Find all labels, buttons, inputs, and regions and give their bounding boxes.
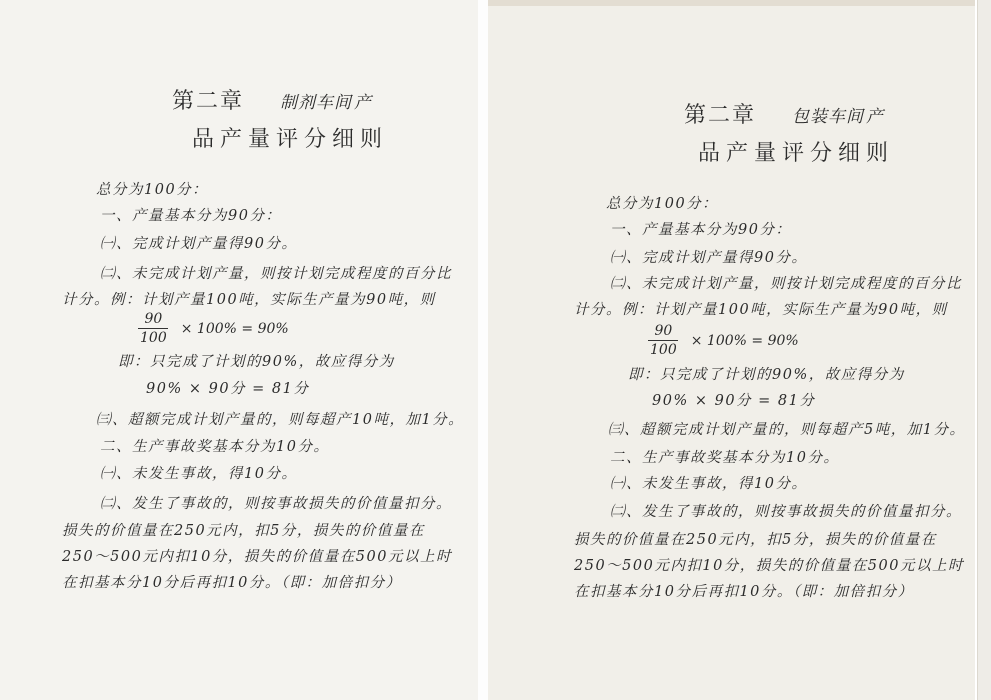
- fraction-denominator: 100: [650, 342, 677, 358]
- section-1b-calculation: 90% × 90分 = 81分: [146, 381, 310, 397]
- chapter-heading: [684, 98, 884, 129]
- fraction-result: × 100% = 90%: [180, 320, 289, 337]
- fraction-formula: [134, 310, 289, 347]
- title-tail: 产: [354, 93, 373, 113]
- title-tail: 产: [866, 107, 885, 127]
- section-2b: ㈡、发生了事故的，则按事故损失的价值量扣分。: [100, 496, 452, 512]
- section-1-heading: 一、产量基本分为90分：: [610, 222, 792, 238]
- fraction-numerator: 90: [648, 322, 678, 341]
- fraction-formula: [644, 322, 799, 359]
- section-1b-note: 即：只完成了计划的90%，故应得分为: [118, 354, 395, 370]
- section-1c: ㈢、超额完成计划产量的，则每超产10吨，加1分。: [96, 412, 465, 428]
- section-2b-line-3: 250～500元内扣10分，损失的价值量在500元以上时: [574, 558, 964, 574]
- chapter-heading: [172, 84, 372, 115]
- section-1b: ㈡、未完成计划产量，则按计划完成程度的百分比: [100, 266, 452, 282]
- section-1c: ㈢、超额完成计划产量的，则每超产5吨，加1分。: [608, 422, 966, 438]
- section-1b: ㈡、未完成计划产量，则按计划完成程度的百分比: [610, 276, 962, 292]
- fraction-result: × 100% = 90%: [690, 332, 799, 349]
- section-2b: ㈡、发生了事故的，则按事故损失的价值量扣分。: [610, 504, 962, 520]
- section-2a: ㈠、未发生事故，得10分。: [610, 476, 808, 492]
- section-1b-note: 即：只完成了计划的90%，故应得分为: [628, 367, 905, 383]
- section-1b-calculation: 90% × 90分 = 81分: [652, 393, 816, 409]
- section-2a: ㈠、未发生事故，得10分。: [100, 466, 298, 482]
- chapter-number: 第二章: [172, 89, 245, 114]
- fraction-numerator: 90: [138, 310, 168, 329]
- section-2-heading: 二、生产事故奖基本分为10分。: [100, 439, 330, 455]
- total-score-line: 总分为100分：: [606, 196, 719, 212]
- section-1a: ㈠、完成计划产量得90分。: [610, 250, 808, 266]
- left-document-page: [0, 0, 478, 700]
- section-2b-line-2: 损失的价值量在250元内，扣5分，损失的价值量在: [62, 523, 425, 539]
- page-gap: [478, 0, 488, 700]
- section-1b-continued: 计分。例：计划产量100吨，实际生产量为90吨，则: [62, 292, 436, 308]
- right-document-page: [488, 0, 975, 700]
- total-score-line: 总分为100分：: [96, 182, 209, 198]
- chapter-number: 第二章: [684, 103, 757, 128]
- workshop-name: 包装车间: [792, 107, 865, 127]
- workshop-name: 制剂车间: [280, 93, 353, 113]
- section-2b-line-2: 损失的价值量在250元内，扣5分，损失的价值量在: [574, 532, 937, 548]
- section-1-heading: 一、产量基本分为90分：: [100, 208, 282, 224]
- section-2b-line-4: 在扣基本分10分后再扣10分。（即：加倍扣分）: [62, 575, 402, 591]
- section-2b-line-4: 在扣基本分10分后再扣10分。（即：加倍扣分）: [574, 584, 914, 600]
- section-2-heading: 二、生产事故奖基本分为10分。: [610, 450, 840, 466]
- section-1b-continued: 计分。例：计划产量100吨，实际生产量为90吨，则: [574, 302, 948, 318]
- next-page-edge: [977, 0, 991, 700]
- document-title: 品产量评分细则: [698, 141, 895, 166]
- fraction-denominator: 100: [140, 330, 167, 346]
- section-1a: ㈠、完成计划产量得90分。: [100, 236, 298, 252]
- document-title: 品产量评分细则: [192, 127, 389, 152]
- section-2b-line-3: 250～500元内扣10分，损失的价值量在500元以上时: [62, 549, 452, 565]
